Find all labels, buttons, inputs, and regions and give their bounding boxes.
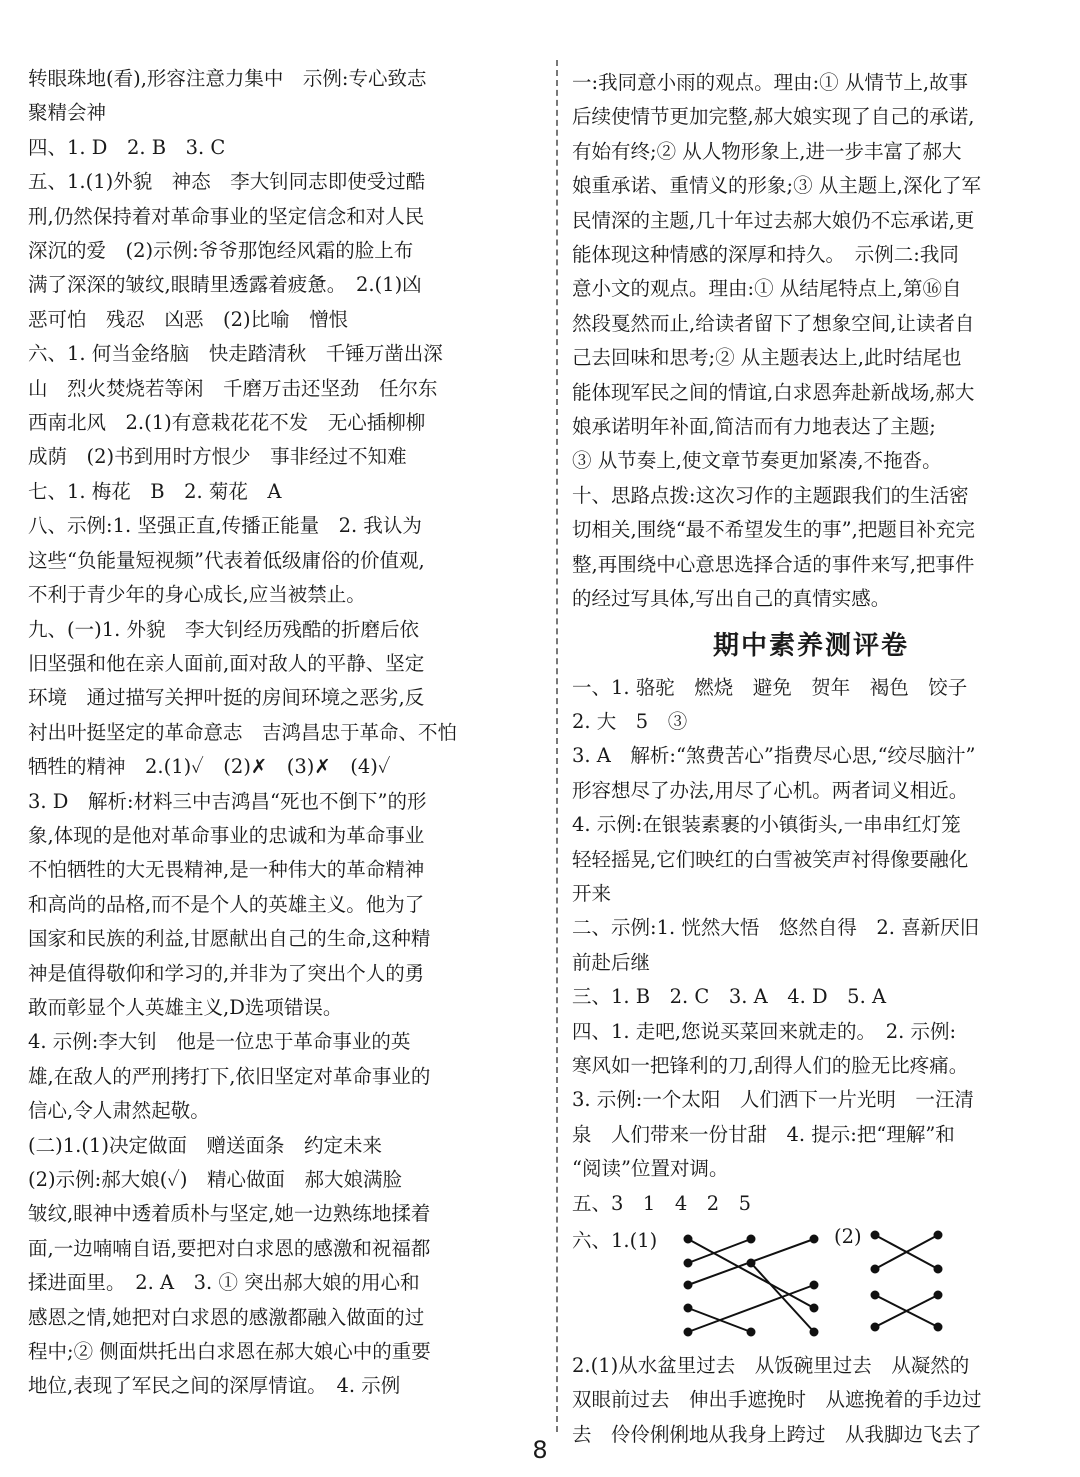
match-line	[688, 1239, 814, 1308]
text-line: 四、1. D 2. B 3. C	[28, 135, 226, 159]
match-line	[688, 1285, 814, 1332]
match-line	[688, 1239, 751, 1263]
text-line: 和高尚的品格,而不是个人的英雄主义。他为了	[28, 892, 425, 916]
text-line: 环境 通过描写关押叶挺的房间环境之恶劣,反	[28, 686, 425, 710]
match-dot	[685, 1329, 692, 1336]
match-dot	[872, 1266, 879, 1273]
matching-diagrams	[572, 1221, 1050, 1349]
match-dot	[872, 1292, 879, 1299]
text-line: 娘重承诺、重情义的形象;③ 从主题上,深化了军	[572, 174, 981, 198]
text-line: 前赴后继	[572, 950, 651, 974]
text-line: 西南北风 2.(1)有意栽花花不发 无心插柳柳	[28, 411, 426, 435]
text-line: 感恩之情,她把对白求恩的感激都融入做面的过	[28, 1305, 425, 1329]
text-line: 七、1. 梅花 B 2. 菊花 A	[28, 479, 282, 503]
right-column	[572, 66, 1050, 1452]
text-line: 地位,表现了军民之间的深厚情谊。 4. 示例	[28, 1374, 401, 1398]
text-line: 雄,在敌人的严刑拷打下,依旧坚定对革命事业的	[28, 1064, 431, 1088]
text-line: 国家和民族的利益,甘愿献出自己的生命,这种精	[28, 927, 431, 951]
text-line: 衬出叶挺坚定的革命意志 吉鸿昌忠于革命、不怕	[28, 720, 458, 744]
text-line: 泉 人们带来一份甘甜 4. 提示:把“理解”和	[572, 1122, 955, 1146]
text-line: 形容想尽了办法,用尽了心机。两者词义相近。	[572, 778, 969, 802]
text-line: “阅读”位置对调。	[572, 1157, 729, 1181]
text-line: 成荫 (2)书到用时方恨少 事非经过不知难	[28, 445, 407, 469]
text-line: (2)示例:郝大娘(✓) 精心做面 郝大娘满脸	[28, 1168, 402, 1191]
text-line: 3. A 解析:“煞费苦心”指费尽心思,“绞尽脑汁”	[572, 744, 976, 768]
matching-label-1: 六、1.(1)	[572, 1229, 658, 1252]
text-line: 旧坚强和他在亲人面前,面对敌人的平静、坚定	[28, 651, 425, 675]
text-line: 神是值得敬仰和学习的,并非为了突出个人的勇	[28, 961, 425, 985]
text-line: 2. 大 5 ③	[572, 709, 688, 733]
text-line: 揉进面里。 2. A 3. ① 突出郝大娘的用心和	[28, 1271, 420, 1295]
text-line: 面,一边喃喃自语,要把对白求恩的感激和祝福都	[28, 1236, 431, 1260]
text-line: 3. 示例:一个太阳 人们洒下一片光明 一汪清	[572, 1088, 974, 1112]
page-number: 8	[532, 1436, 548, 1464]
right-text-mid	[572, 671, 1050, 1222]
text-line: 能体现这种情感的深厚和持久。 示例二:我同	[572, 243, 959, 267]
text-line: 后续使情节更加完整,郝大娘实现了自己的承诺,	[572, 105, 975, 129]
text-line: 2.(1)从水盆里过去 从饭碗里过去 从凝然的	[572, 1354, 970, 1377]
match-dot	[748, 1236, 755, 1243]
text-line: 双眼前过去 伸出手遮挽时 从遮挽着的手边过	[572, 1388, 982, 1412]
text-line: ③ 从节奏上,使文章节奏更加紧凑,不拖沓。	[572, 449, 942, 473]
match-dot	[811, 1305, 818, 1312]
matching-lines-diagram	[572, 1221, 1050, 1349]
text-line: 有始有终;② 从人物形象上,进一步丰富了郝大	[572, 139, 962, 163]
match-dot	[685, 1260, 692, 1267]
text-line: 4. 示例:李大钊 他是一位忠于革命事业的英	[28, 1030, 411, 1054]
text-line: 九、(一)1. 外貌 李大钊经历残酷的折磨后依	[28, 617, 420, 641]
text-line: 去 伶伶俐俐地从我身上跨过 从我脚边飞去了	[572, 1422, 982, 1446]
text-line: 恶可怕 残忍 凶恶 (2)比喻 憎恨	[28, 307, 349, 331]
text-line: 皱纹,眼神中透着质朴与坚定,她一边熟练地揉着	[28, 1202, 431, 1226]
matching-label-2: (2)	[834, 1225, 862, 1248]
match-dot	[935, 1232, 942, 1239]
text-line: 不利于青少年的身心成长,应当被禁止。	[28, 583, 366, 607]
match-dot	[935, 1324, 942, 1331]
text-line: 民情深的主题,几十年过去郝大娘仍不忘承诺,更	[572, 208, 975, 232]
text-line: 这些“负能量短视频”代表着低级庸俗的价值观,	[28, 548, 425, 572]
text-line: 不怕牺牲的大无畏精神,是一种伟大的革命精神	[28, 858, 425, 882]
text-line: 四、1. 走吧,您说买菜回来就走的。 2. 示例:	[572, 1019, 957, 1043]
text-line: 敢而彰显个人英雄主义,D选项错误。	[28, 995, 343, 1019]
text-line: 然段戛然而止,给读者留下了想象空间,让读者自	[572, 311, 975, 335]
match-dot	[685, 1236, 692, 1243]
text-line: 转眼珠地(看),形容注意力集中 示例:专心致志	[28, 67, 427, 90]
text-line: 八、示例:1. 坚强正直,传播正能量 2. 我认为	[28, 514, 422, 538]
match-dot	[872, 1324, 879, 1331]
text-line: 五、3 1 4 2 5	[572, 1191, 752, 1215]
text-line: 二、示例:1. 恍然大悟 悠然自得 2. 喜新厌旧	[572, 916, 980, 940]
left-column	[28, 62, 512, 1404]
column-divider	[556, 60, 558, 1432]
text-line: 程中;② 侧面烘托出白求恩在郝大娘心中的重要	[28, 1340, 431, 1364]
text-line: 寒风如一把锋利的刀,刮得人们的脸无比疼痛。	[572, 1053, 969, 1077]
match-dot	[685, 1305, 692, 1312]
match-dot	[811, 1236, 818, 1243]
text-line: 一:我同意小雨的观点。理由:① 从情节上,故事	[572, 71, 969, 94]
text-line: 娘承诺明年补面,简洁而有力地表达了主题;	[572, 415, 936, 439]
match-dot	[872, 1232, 879, 1239]
match-dot	[935, 1266, 942, 1273]
text-line: 能体现军民之间的情谊,白求恩奔赴新战场,郝大	[572, 380, 975, 404]
text-line: 4. 示例:在银装素裹的小镇街头,一串串红灯笼	[572, 813, 961, 837]
text-line: 深沉的爱 (2)示例:爷爷那饱经风霜的脸上布	[28, 239, 414, 263]
section-title: 期中素养测评卷	[712, 630, 909, 661]
text-line: 切相关,围绕“最不希望发生的事”,把题目补充完	[572, 518, 975, 542]
text-line: 三、1. B 2. C 3. A 4. D 5. A	[572, 985, 887, 1009]
text-line: 信心,令人肃然起敬。	[28, 1099, 210, 1123]
match-dot	[935, 1292, 942, 1299]
text-line: 开来	[572, 881, 612, 905]
text-line: 整,再围绕中心意思选择合适的事件来写,把事件	[572, 552, 975, 576]
text-line: 刑,仍然保持着对革命事业的坚定信念和对人民	[28, 204, 425, 228]
match-dot	[748, 1260, 755, 1267]
match-dot	[811, 1282, 818, 1289]
text-line: 的经过写具体,写出自己的真情实感。	[572, 587, 891, 611]
text-line: 3. D 解析:材料三中吉鸿昌“死也不倒下”的形	[28, 789, 427, 813]
right-text-top	[572, 66, 1050, 617]
match-dot	[685, 1282, 692, 1289]
match-dot	[811, 1329, 818, 1336]
text-line: 聚精会神	[28, 101, 107, 125]
text-line: 五、1.(1)外貌 神态 李大钊同志即使受过酷	[28, 170, 426, 194]
text-line: 牺牲的精神 2.(1)✓ (2)✗ (3)✗ (4)✓	[28, 755, 391, 779]
text-line: 意小文的观点。理由:① 从结尾特点上,第⑯自	[572, 277, 962, 301]
match-dot	[748, 1329, 755, 1336]
text-line: 轻轻摇晃,它们映红的白雪被笑声衬得像要融化	[572, 847, 969, 871]
text-line: 十、思路点拨:这次习作的主题跟我们的生活密	[572, 483, 969, 507]
text-line: 己去回味和思考;② 从主题表达上,此时结尾也	[572, 346, 962, 370]
text-line: (二)1.(1)决定做面 赠送面条 约定未来	[28, 1133, 382, 1157]
text-line: 象,体现的是他对革命事业的忠诚和为革命事业	[28, 823, 425, 847]
left-text	[28, 62, 512, 1404]
match-line	[751, 1263, 814, 1332]
text-line: 一、1. 骆驼 燃烧 避免 贺年 褐色 饺子	[572, 675, 968, 699]
text-line: 六、1. 何当金络脑 快走踏清秋 千锤万凿出深	[28, 342, 443, 366]
text-line: 山 烈火焚烧若等闲 千磨万击还坚劲 任尔东	[28, 376, 438, 400]
text-line: 满了深深的皱纹,眼睛里透露着疲惫。 2.(1)凶	[28, 273, 422, 297]
